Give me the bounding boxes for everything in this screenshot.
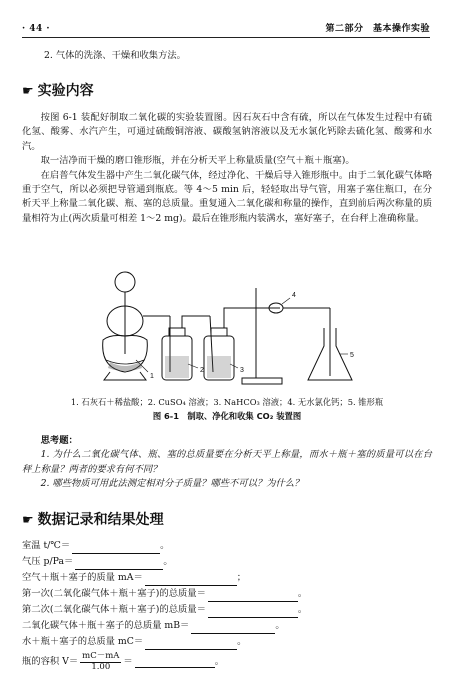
pointing-hand-icon: ☛ [22,512,34,528]
question-1: 1. 为什么二氧化碳气体、瓶、塞的总质量要在分析天平上称量，而水＋瓶＋塞的质量可以在台秤上称量？两者的要求有何不同？ [22,449,432,475]
question-2: 2. 哪些物质可用此法测定相对分子质量？哪些不可以？为什么？ [40,478,304,490]
blank-line [75,559,163,570]
think-title: 思考题： [40,435,78,446]
intro-item: 2. 气体的洗涤、干燥和收集方法。 [44,50,186,61]
section-heading-content [22,81,432,103]
data-record-list [22,538,432,673]
section-heading-data [22,510,432,532]
record-row: 空气＋瓶＋塞子的质量 mA＝ ； [22,570,432,586]
page-header [22,21,430,38]
record-row: 室温 t/℃＝ 。 [22,538,432,554]
blank-line [145,575,237,586]
label-5: 5 [350,352,354,359]
think-questions [22,434,432,492]
label-3: 3 [240,367,244,374]
chapter-title: 第二部分 基本操作实验 [325,24,430,35]
label-2: 2 [200,367,204,374]
record-row: 气压 p/Pa＝ 。 [22,554,432,570]
paragraph: 在启普气体发生器中产生二氧化碳气体，经过净化、干燥后导入锥形瓶中。由于二氧化碳气体略重于空气，所以必须把导管通到瓶底。等 4～5 min 后，轻轻取出导气管，用塞子塞住瓶口，在分析天平上称量二氧化碳、瓶、塞的总质量。重复通入二氧化碳和称量的操作，直到前后两次称量的质量相符为止(两次质量可相差 1～2 mg)。最后在锥形瓶内装满水，塞好塞子，在台秤上准确称量。 [22,169,432,224]
label-4: 4 [292,292,296,299]
record-row: 二氧化碳气体＋瓶＋塞子的总质量 mB＝ 。 [22,618,432,634]
page-number: · 44 · [22,24,51,35]
record-row: 第二次(二氧化碳气体＋瓶＋塞子)的总质量＝ 。 [22,602,432,618]
section-title: 实验内容 [37,83,94,99]
fraction: $\frac{mC-mA}{1.00}$ [82,651,120,672]
blank-line [208,591,298,602]
volume-formula: 瓶的容积 V＝ $\frac{mC-mA}{1.00}$ ＝ 。 [22,651,225,672]
blank-line [135,657,215,668]
blank-line [145,639,237,650]
content-body [22,111,432,226]
pointing-hand-icon: ☛ [22,83,34,99]
blank-line [191,623,275,634]
blank-line [72,543,160,554]
figure-legend: 1. 石灰石＋稀盐酸；2. CuSO₄ 溶液；3. NaHCO₃ 溶液；4. 无水氯化钙；5. 锥形瓶 [70,397,384,407]
blank-line [208,607,298,618]
paragraph: 按图 6-1 装配好制取二氧化碳的实验装置图。因石灰石中含有硫，所以在气体发生过程中有硫化氢、酸雾、水汽产生，可通过硫酸铜溶液、碳酸氢钠溶液以及无水氯化钙除去硫化氢、酸雾和水汽。 [22,112,432,152]
label-1: 1 [150,373,154,380]
figure-caption: 图 6-1 制取、净化和收集 CO₂ 装置图 [152,411,302,421]
section-title: 数据记录和结果处理 [37,512,164,528]
apparatus-diagram [70,268,380,392]
paragraph: 取一洁净而干燥的磨口锥形瓶，并在分析天平上称量质量(空气＋瓶＋瓶塞)。 [40,155,355,167]
record-row: 水＋瓶＋塞子的总质量 mC＝ 。 [22,634,432,650]
record-row: 第一次(二氧化碳气体＋瓶＋塞子)的总质量＝ 。 [22,586,432,602]
